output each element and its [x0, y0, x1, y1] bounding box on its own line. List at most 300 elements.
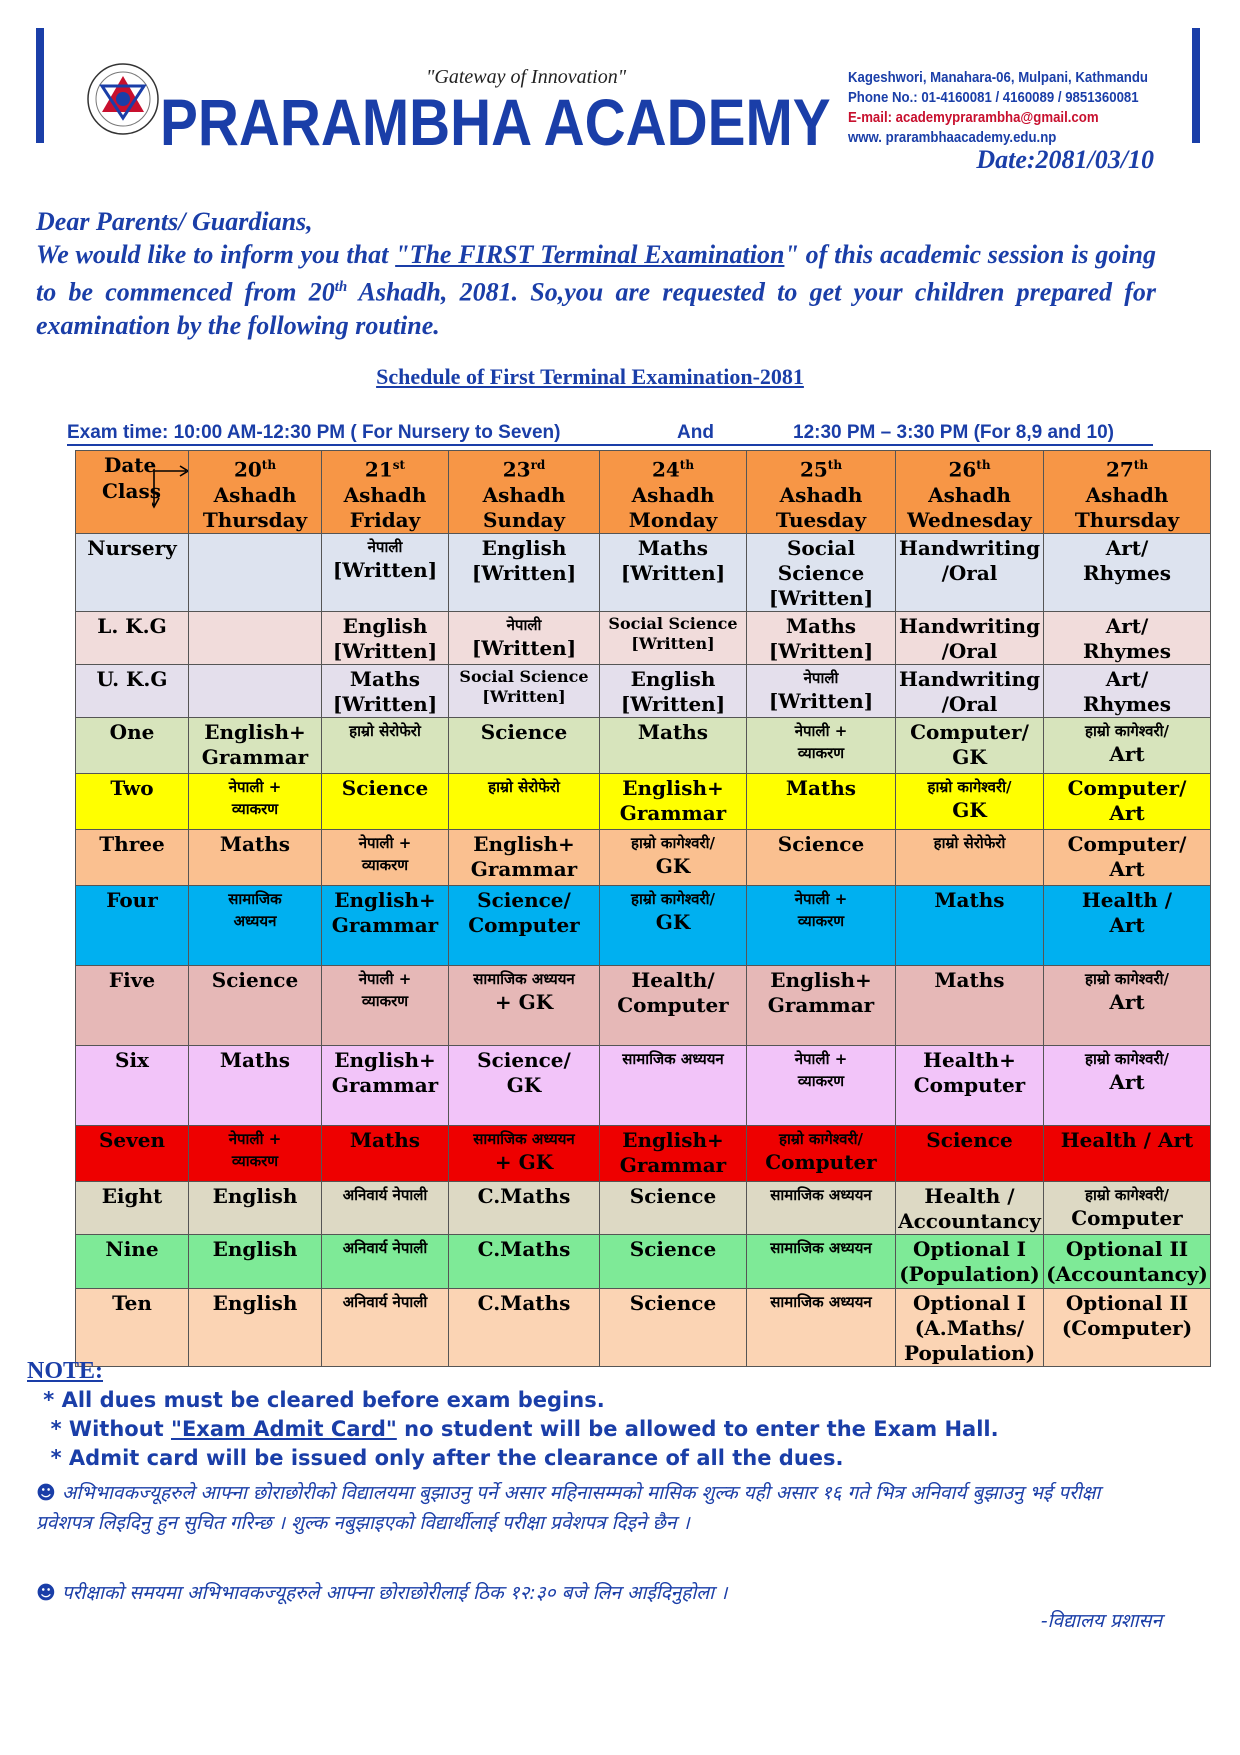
subject-line: Art [1109, 800, 1145, 825]
subject-line: नेपाली + [794, 721, 848, 740]
subject-cell [1044, 1125, 1211, 1181]
subject-line: English+ [622, 1127, 724, 1152]
subject-line: Maths [219, 1047, 291, 1072]
subject-cell [600, 717, 747, 773]
subject-line: Social Science [777, 535, 865, 585]
exam-time-second: 12:30 PM – 3:30 PM (For 8,9 and 10) [793, 422, 1115, 443]
subject-cell [322, 717, 449, 773]
class-cell: Seven [76, 1125, 189, 1181]
table-row [76, 773, 1211, 829]
subject-line: [Written] [332, 557, 438, 582]
subject-line: (Accountancy) [1046, 1261, 1208, 1286]
subject-cell [449, 829, 600, 885]
subject-cell [896, 533, 1044, 611]
subject-cell [449, 965, 600, 1045]
subject-line: Grammar [470, 856, 578, 881]
day-header-1 [189, 451, 322, 534]
subject-line: हाम्रो सेरोफेरो [933, 833, 1006, 852]
subject-line: Handwriting [898, 613, 1041, 638]
subject-cell [1044, 1045, 1211, 1125]
subject-line: सामाजिक अध्ययन [770, 1238, 872, 1257]
class-cell: Five [76, 965, 189, 1045]
table-row [76, 1234, 1211, 1288]
subject-line: Grammar [331, 912, 439, 937]
subject-line: Handwriting [898, 666, 1041, 691]
day-header-2 [322, 451, 449, 534]
subject-cell [747, 1045, 896, 1125]
subject-line: (Population) [899, 1261, 1040, 1286]
day-number: 27th [1105, 457, 1149, 482]
subject-cell [1044, 664, 1211, 717]
subject-line: Art [1109, 1069, 1145, 1094]
subject-line: सामाजिक अध्ययन [473, 1129, 575, 1148]
day-month: Ashadh [928, 482, 1011, 507]
subject-cell [747, 717, 896, 773]
subject-line: Maths [219, 831, 291, 856]
subject-line: सामाजिक अध्ययन [473, 969, 575, 988]
class-cell: Ten [76, 1288, 189, 1366]
email: E-mail: academyprarambha@gmail.com [848, 109, 1099, 126]
class-cell: L. K.G [76, 611, 189, 664]
subject-line: हाम्रो सेरोफेरो [349, 721, 421, 740]
subject-cell [600, 773, 747, 829]
subject-line: हाम्रो कागेश्वरी/ [1085, 721, 1169, 740]
exam-routine-table [75, 450, 1211, 1367]
subject-cell [322, 773, 449, 829]
table-header-row [76, 451, 1211, 534]
day-number: 26th [948, 457, 991, 482]
subject-line: Social Science [459, 666, 589, 686]
subject-cell [747, 1181, 896, 1234]
subject-line: व्याकरण [797, 911, 845, 930]
subject-cell [189, 611, 322, 664]
subject-cell [600, 1181, 747, 1234]
salutation: Dear Parents/ Guardians, [36, 207, 313, 236]
day-weekday: Monday [628, 507, 718, 532]
day-month: Ashadh [631, 482, 715, 507]
note-2-admit-card: "Exam Admit Card" [171, 1417, 397, 1441]
subject-line: नेपाली [506, 615, 542, 634]
subject-cell [189, 1288, 322, 1366]
subject-line: Social Science [608, 613, 738, 633]
subject-line: नेपाली [803, 668, 839, 687]
subject-cell [189, 1234, 322, 1288]
class-cell: Nine [76, 1234, 189, 1288]
subject-line: Health+ [923, 1047, 1016, 1072]
subject-cell [449, 664, 600, 717]
subject-cell [322, 611, 449, 664]
subject-line: व्याकरण [797, 1071, 845, 1090]
subject-line: [Written] [768, 638, 874, 663]
banner-right-bar [1192, 28, 1200, 143]
subject-line: /Oral [941, 691, 998, 716]
subject-cell [896, 885, 1044, 965]
class-cell: Eight [76, 1181, 189, 1234]
subject-line: Accountancy [898, 1208, 1041, 1233]
subject-line: हाम्रो सेरोफेरो [488, 777, 560, 796]
subject-line: Maths [785, 613, 857, 638]
subject-cell [449, 1234, 600, 1288]
phone: Phone No.: 01-4160081 / 4160089 / 9851360081 [848, 89, 1139, 106]
subject-line: सामाजिक अध्ययन [770, 1292, 872, 1311]
note-1: * All dues must be cleared before exam begins. [36, 1388, 605, 1412]
day-number: 25th [799, 457, 843, 482]
subject-cell [449, 773, 600, 829]
note-2 [36, 1415, 999, 1444]
day-header-7 [1044, 451, 1211, 534]
subject-cell [189, 1045, 322, 1125]
day-number: 20th [233, 457, 277, 482]
subject-line: Maths [637, 719, 709, 744]
subject-cell [1044, 717, 1211, 773]
letter-text-1: We would like to inform you that [36, 240, 396, 269]
subject-cell [896, 829, 1044, 885]
subject-line: English+ [334, 1047, 436, 1072]
subject-line: व्याकरण [361, 991, 409, 1010]
subject-line: नेपाली + [358, 969, 412, 988]
subject-cell [189, 717, 322, 773]
subject-line: हाम्रो कागेश्वरी/ [1085, 969, 1169, 988]
subject-line: Art/ [1105, 535, 1149, 560]
nepali-note-2: ☻ परीक्षाको समयमा अभिभावकज्यूहरुले आफ्ना छोराछोरीलाई ठिक १२:३० बजे लिन आईदिनुहोला । [36, 1582, 728, 1604]
subject-line: Health / Art [1060, 1127, 1194, 1152]
class-cell: Six [76, 1045, 189, 1125]
subject-cell [747, 885, 896, 965]
subject-line: Grammar [619, 800, 727, 825]
subject-line: Computer [617, 992, 729, 1017]
subject-line: Science [926, 1127, 1013, 1152]
subject-line: (A.Maths/ [914, 1315, 1025, 1340]
day-month: Ashadh [213, 482, 297, 507]
subject-cell [189, 1125, 322, 1181]
table-row [76, 664, 1211, 717]
subject-line: English [212, 1183, 298, 1208]
note-2-a: * Without [36, 1417, 171, 1441]
day-header-6 [896, 451, 1044, 534]
subject-line: (Computer) [1061, 1315, 1193, 1340]
day-weekday: Tuesday [775, 507, 867, 532]
subject-cell [322, 1288, 449, 1366]
subject-line: C.Maths [477, 1236, 571, 1261]
subject-line: GK [952, 797, 987, 822]
subject-line: Art [1109, 856, 1145, 881]
subject-line: Maths [637, 535, 709, 560]
signoff: -विद्यालय प्रशासन [1040, 1610, 1162, 1632]
subject-cell [189, 1181, 322, 1234]
table-row [76, 965, 1211, 1045]
subject-cell [449, 1045, 600, 1125]
subject-line: Computer/ [1067, 831, 1187, 856]
subject-line: हाम्रो कागेश्वरी/ [1085, 1049, 1169, 1068]
subject-line: English+ [622, 775, 724, 800]
subject-line: GK [952, 744, 987, 769]
subject-cell [449, 885, 600, 965]
exam-time [67, 422, 1153, 446]
subject-cell [1044, 885, 1211, 965]
day-month: Ashadh [1085, 482, 1169, 507]
subject-line: C.Maths [477, 1183, 571, 1208]
subject-cell [747, 1125, 896, 1181]
class-cell: Three [76, 829, 189, 885]
subject-cell [189, 965, 322, 1045]
subject-line: Science [777, 831, 865, 856]
subject-line: Art [1109, 741, 1145, 766]
day-number: 21st [364, 457, 406, 482]
subject-line: Grammar [331, 1072, 439, 1097]
letter-text-3: Ashadh, 2081. So,you are requested to get your children prepared for examination by the following routine. [36, 277, 1156, 340]
subject-line: English+ [473, 831, 575, 856]
subject-cell [896, 1181, 1044, 1234]
subject-line: Science [629, 1183, 717, 1208]
subject-line: Science [629, 1290, 717, 1315]
subject-cell [600, 664, 747, 717]
subject-cell [600, 829, 747, 885]
subject-line: [Written] [332, 638, 438, 663]
subject-line: [Written] [768, 688, 874, 713]
subject-cell [747, 664, 896, 717]
day-weekday: Friday [349, 507, 421, 532]
subject-cell [747, 829, 896, 885]
subject-cell [189, 885, 322, 965]
subject-line: नेपाली + [358, 833, 412, 852]
schedule-title: Schedule of First Terminal Examination-2081 [376, 364, 804, 389]
subject-cell [747, 1234, 896, 1288]
subject-line: Computer/ [1067, 775, 1187, 800]
subject-line: Health / [1081, 887, 1173, 912]
subject-cell [189, 664, 322, 717]
subject-line: C.Maths [477, 1290, 571, 1315]
subject-line: हाम्रो कागेश्वरी/ [927, 777, 1012, 796]
subject-cell [1044, 965, 1211, 1045]
subject-cell [600, 533, 747, 611]
subject-line: Handwriting [898, 535, 1041, 560]
subject-line: Science/ [477, 887, 571, 912]
subject-cell [896, 965, 1044, 1045]
subject-cell [896, 773, 1044, 829]
subject-cell [1044, 773, 1211, 829]
subject-line: Science [341, 775, 429, 800]
table-row [76, 829, 1211, 885]
subject-line: व्याकरण [361, 855, 409, 874]
day-number: 24th [651, 457, 695, 482]
subject-cell [449, 533, 600, 611]
subject-cell [1044, 533, 1211, 611]
subject-line: English [342, 613, 428, 638]
subject-line: व्याकरण [231, 799, 279, 818]
subject-line: Science/ [477, 1047, 571, 1072]
subject-line: English [212, 1236, 298, 1261]
subject-cell [189, 829, 322, 885]
corner-class: Class [102, 479, 161, 503]
subject-line: Computer [913, 1072, 1026, 1097]
corner-date: Date [104, 453, 157, 477]
subject-cell [322, 1234, 449, 1288]
subject-cell [600, 1234, 747, 1288]
subject-cell [600, 965, 747, 1045]
subject-line: Art/ [1105, 613, 1149, 638]
letter-paragraph [36, 238, 1156, 342]
subject-line: GK [655, 853, 691, 878]
subject-line: Art/ [1105, 666, 1149, 691]
day-weekday: Thursday [202, 507, 308, 532]
subject-line: नेपाली [367, 537, 403, 556]
subject-cell [322, 533, 449, 611]
subject-line: [Written] [471, 560, 577, 585]
subject-line: Art [1109, 989, 1145, 1014]
header-banner [36, 28, 1200, 159]
subject-line: Rhymes [1083, 560, 1171, 585]
letter-text-2: " of this academic session is going to be commenced from 20 [36, 240, 1157, 307]
subject-cell [1044, 1288, 1211, 1366]
class-cell: Nursery [76, 533, 189, 611]
address: Kageshwori, Manahara-06, Mulpani, Kathmandu [848, 69, 1148, 86]
subject-line: Optional I [913, 1290, 1026, 1315]
subject-cell [449, 1181, 600, 1234]
subject-line: अनिवार्य नेपाली [342, 1238, 428, 1257]
subject-line: Maths [934, 887, 1005, 912]
subject-cell [449, 1288, 600, 1366]
table-row [76, 1288, 1211, 1366]
subject-line: नेपाली + [228, 1129, 282, 1148]
subject-line: [Written] [332, 691, 438, 716]
subject-line: [Written] [768, 585, 874, 610]
subject-cell [896, 1234, 1044, 1288]
notes-list [36, 1386, 999, 1473]
subject-line: English+ [770, 967, 872, 992]
subject-line: GK [506, 1072, 542, 1097]
note-2-c: no student will be allowed to enter the Exam Hall. [396, 1417, 999, 1441]
day-header-5 [747, 451, 896, 534]
day-month: Ashadh [343, 482, 427, 507]
day-weekday: Thursday [1074, 507, 1180, 532]
subject-cell [189, 773, 322, 829]
subject-line: Science [211, 967, 299, 992]
subject-cell [896, 1125, 1044, 1181]
day-header-4 [600, 451, 747, 534]
subject-line: Optional II [1065, 1236, 1189, 1261]
subject-line: Health/ [631, 967, 715, 992]
subject-line: Rhymes [1083, 691, 1171, 716]
subject-cell [896, 1288, 1044, 1366]
subject-cell [322, 1125, 449, 1181]
class-cell: Four [76, 885, 189, 965]
subject-line: Grammar [767, 992, 875, 1017]
subject-line: अध्ययन [233, 911, 277, 930]
day-month: Ashadh [779, 482, 863, 507]
subject-line: Science [629, 1236, 717, 1261]
notice-date: Date:2081/03/10 [976, 145, 1154, 174]
exam-time-and: And [677, 422, 714, 443]
subject-line: हाम्रो कागेश्वरी/ [1085, 1185, 1169, 1204]
subject-cell [896, 611, 1044, 664]
subject-line: GK [655, 909, 691, 934]
letter-body [36, 205, 1156, 342]
subject-line: Grammar [201, 744, 309, 769]
subject-line: Population) [903, 1340, 1036, 1365]
subject-line: Science [480, 719, 568, 744]
subject-cell [449, 1125, 600, 1181]
subject-line: /Oral [941, 560, 998, 585]
subject-cell [449, 717, 600, 773]
subject-cell [322, 1045, 449, 1125]
table-row [76, 611, 1211, 664]
subject-line: व्याकरण [797, 743, 845, 762]
note-title: NOTE: [27, 1358, 104, 1384]
subject-cell [600, 1125, 747, 1181]
subject-cell [600, 611, 747, 664]
subject-line: English+ [334, 887, 436, 912]
subject-line: सामाजिक अध्ययन [622, 1049, 724, 1068]
subject-line: Maths [934, 967, 1005, 992]
school-motto: "Gateway of Innovation" [426, 66, 627, 88]
table-row [76, 1045, 1211, 1125]
subject-cell [322, 885, 449, 965]
subject-line: नेपाली + [794, 1049, 848, 1068]
letter-sup: th [334, 279, 348, 295]
subject-cell [322, 829, 449, 885]
subject-cell [600, 1045, 747, 1125]
subject-line: Optional I [913, 1236, 1026, 1261]
subject-line: नेपाली + [794, 889, 848, 908]
website: www. prarambhaacademy.edu.np [848, 129, 1057, 146]
subject-line: + GK [494, 989, 554, 1014]
subject-line: Health / [924, 1183, 1015, 1208]
banner-left-bar [36, 28, 44, 143]
subject-cell [1044, 611, 1211, 664]
subject-line: /Oral [941, 638, 998, 663]
subject-cell [896, 717, 1044, 773]
subject-line: व्याकरण [231, 1151, 279, 1170]
subject-line: [Written] [620, 691, 726, 716]
subject-cell [322, 965, 449, 1045]
subject-line: [Written] [631, 633, 715, 653]
subject-line: सामाजिक [228, 889, 282, 908]
exam-time-first: Exam time: 10:00 AM-12:30 PM ( For Nursery to Seven) [67, 422, 561, 443]
subject-line: Computer [765, 1149, 877, 1174]
subject-line: हाम्रो कागेश्वरी/ [779, 1129, 863, 1148]
subject-line: नेपाली + [228, 777, 282, 796]
class-cell: One [76, 717, 189, 773]
subject-line: [Written] [620, 560, 726, 585]
subject-line: अनिवार्य नेपाली [342, 1292, 428, 1311]
subject-line: Computer [1071, 1205, 1183, 1230]
school-name: PRARAMBHA ACADEMY [160, 85, 831, 159]
subject-line: Maths [785, 775, 857, 800]
corner-arrow-icon [152, 465, 189, 509]
subject-line: English [481, 535, 567, 560]
corner-cell [76, 451, 189, 534]
table-row [76, 533, 1211, 611]
subject-cell [1044, 829, 1211, 885]
subject-line: Maths [349, 666, 421, 691]
subject-line: सामाजिक अध्ययन [770, 1185, 872, 1204]
subject-line: अनिवार्य नेपाली [342, 1185, 428, 1204]
subject-cell [747, 611, 896, 664]
subject-line: हाम्रो कागेश्वरी/ [631, 889, 715, 908]
subject-cell [322, 1181, 449, 1234]
subject-cell [322, 664, 449, 717]
subject-cell [600, 885, 747, 965]
subject-cell [747, 965, 896, 1045]
subject-line: Optional II [1065, 1290, 1189, 1315]
subject-line: English [630, 666, 716, 691]
subject-cell [1044, 1181, 1211, 1234]
subject-cell [896, 1045, 1044, 1125]
subject-line: English [212, 1290, 298, 1315]
table-row [76, 885, 1211, 965]
subject-cell [1044, 1234, 1211, 1288]
subject-cell [449, 611, 600, 664]
